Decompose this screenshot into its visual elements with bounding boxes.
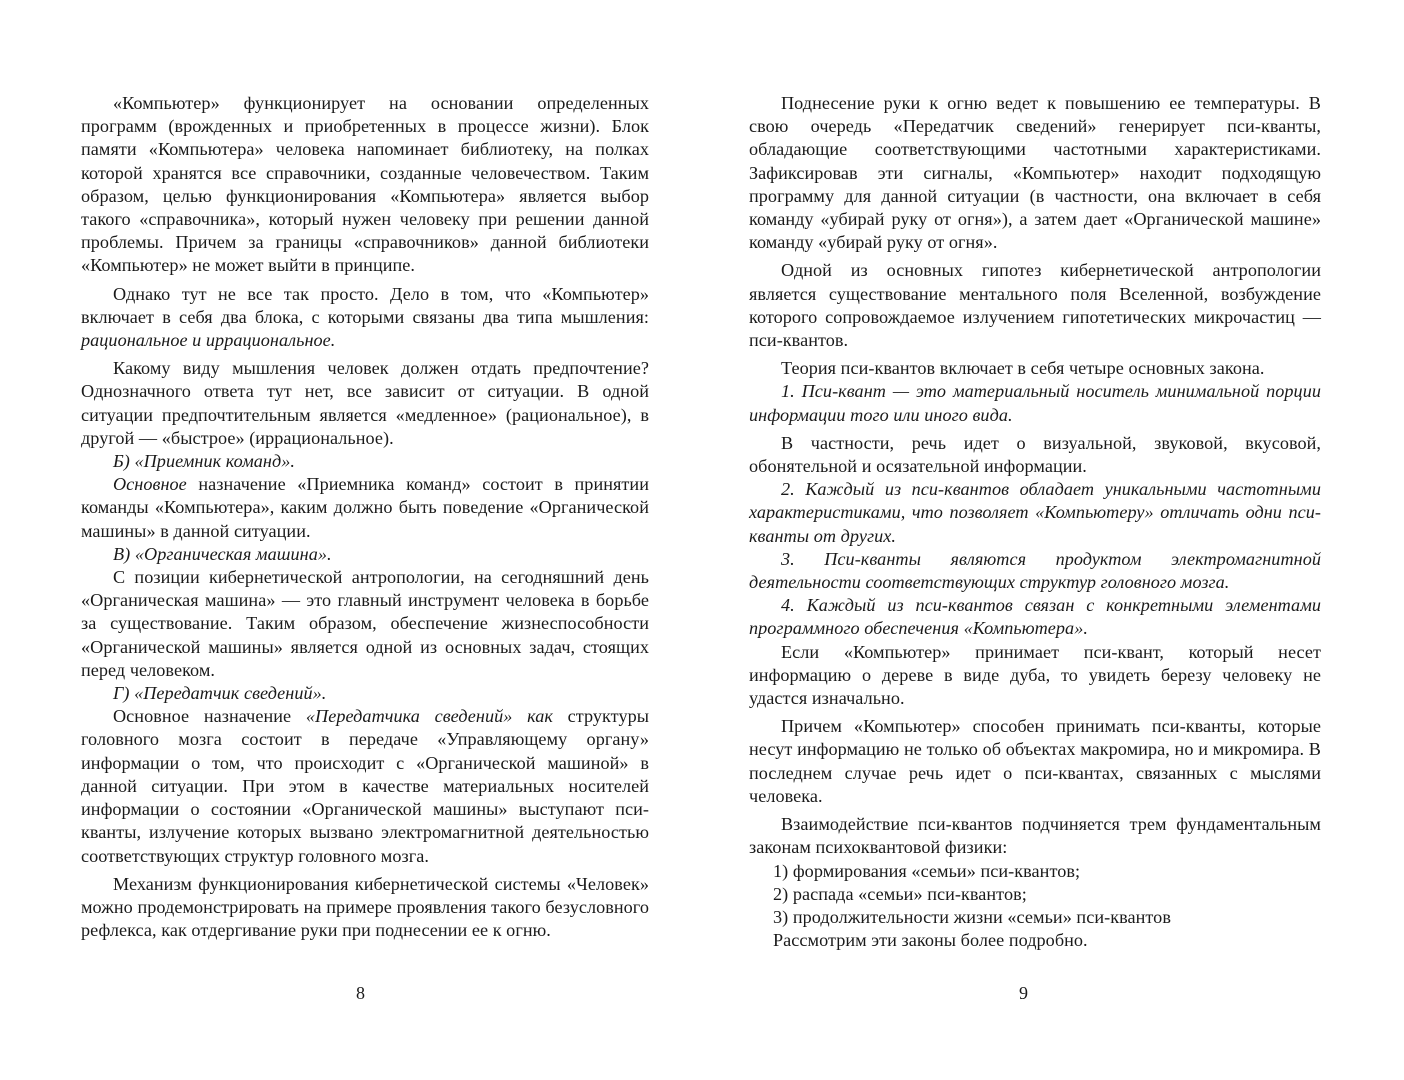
section-heading: В) «Органическая машина». xyxy=(113,543,332,564)
section-heading: Б) «Приемник команд». xyxy=(113,451,295,472)
page-number-left: 8 xyxy=(356,983,365,1003)
italic-text: рациональное и иррациональное. xyxy=(81,330,336,351)
law-item: 1. Пси-квант — это материальный носитель минимальной порции информации того или иного вида. xyxy=(749,381,1321,425)
paragraph: С позиции кибернетической антропологии, на сегодняшний день «Органическая машина» — это главный инструмент человека в борьбе за существование. Таким образом, обеспечение жизнеспособности «Органической машины» является одной из основных задач, стоящих перед человеком. xyxy=(81,567,649,680)
page-number-right: 9 xyxy=(1019,983,1028,1003)
list-item: Рассмотрим эти законы более подробно. xyxy=(773,930,1088,951)
paragraph xyxy=(81,705,649,867)
paragraph: Теория пси-квантов включает в себя четыре основных закона. xyxy=(781,358,1265,379)
law-item: 2. Каждый из пси-квантов обладает уникальными частотными характеристиками, что позволяет «Компьютеру» отличать одни пси-кванты от других. xyxy=(749,479,1321,546)
law-item: 4. Каждый из пси-квантов связан с конкретными элементами программного обеспечения «Компьютера». xyxy=(749,595,1321,639)
paragraph: «Компьютер» функционирует на основании определенных программ (врожденных и приобретенных в процессе жизни). Блок памяти «Компьютера» человека напоминает библиотеку, на полках которой хранятся все справочники, созданные человечеством. Таким образом, целью функционирования «Компьютера» является выбор такого «справочника», который нужен человеку при решении данной проблемы. Причем за границы «справочников» данной библиотеки «Компьютер» не может выйти в принципе. xyxy=(81,93,649,276)
italic-text: Основное xyxy=(113,474,187,495)
paragraph: В частности, речь идет о визуальной, звуковой, вкусовой, обонятельной и осязательной информации. xyxy=(749,432,1321,477)
paragraph-text: назначение «Приемника команд» состоит в принятии команды «Компьютера», каким должно быть поведение «Органической машины» в данной ситуации. xyxy=(81,474,649,541)
list-item: 2) распада «семьи» пси-квантов; xyxy=(773,883,1027,904)
left-page xyxy=(81,92,649,942)
paragraph: Какому виду мышления человек должен отдать предпочтение? Однозначного ответа тут нет, все зависит от ситуации. В одной ситуации предпочтительным является «медленное» (рациональное), в другой — «быстрое» (иррациональное). xyxy=(81,358,649,448)
law-item: 3. Пси-кванты являются продуктом электромагнитной деятельности соответствующих структур головного мозга. xyxy=(749,548,1321,593)
list-item: 1) формирования «семьи» пси-квантов; xyxy=(773,860,1081,881)
paragraph: Если «Компьютер» принимает пси-квант, который несет информацию о дереве в виде дуба, то увидеть березу человеку не удастся изначально. xyxy=(749,641,1321,709)
right-page xyxy=(749,92,1321,952)
paragraph-text: структуры головного мозга состоит в передаче «Управляющему органу» информации о том, что происходит с «Органической машиной» в данной ситуации. При этом в качестве материальных носителей информации о состоянии «Органической машины» выступают пси-кванты, излучение которых вызвано электромагнитной деятельностью соответствующих структур головного мозга. xyxy=(81,706,650,866)
paragraph: Причем «Компьютер» способен принимать пси-кванты, которые несут информацию не только об объектах макромира, но и микромира. В последнем случае речь идет о пси-квантах, связанных с мыслями человека. xyxy=(749,716,1321,806)
list-item: 3) продолжительности жизни «семьи» пси-квантов xyxy=(773,906,1171,927)
paragraph xyxy=(81,283,649,353)
paragraph xyxy=(81,473,649,543)
paragraph: Поднесение руки к огню ведет к повышению ее температуры. В свою очередь «Передатчик сведений» генерирует пси-кванты, обладающие соответствующими частотными характеристиками. Зафиксировав эти сигналы, «Компьютер» находит подходящую программу для данной ситуации (в частности, она включает в себя команду «убирай руку от огня»), а затем дает «Органической машине» команду «убирай руку от огня». xyxy=(749,93,1321,253)
paragraph: Взаимодействие пси-квантов подчиняется трем фундаментальным законам психоквантовой физики: xyxy=(749,814,1321,858)
paragraph-text: Однако тут не все так просто. Дело в том, что «Компьютер» включает в себя два блока, с которыми связаны два типа мышления: xyxy=(81,283,649,327)
paragraph-text: Основное назначение xyxy=(113,706,306,727)
italic-text: «Передатчика сведений» как xyxy=(305,706,553,727)
section-heading: Г) «Передатчик сведений». xyxy=(113,683,327,704)
paragraph: Одной из основных гипотез кибернетической антропологии является существование ментального поля Вселенной, возбуждение которого сопровождаемое излучением гипотетических микрочастиц — пси-квантов. xyxy=(749,260,1321,351)
paragraph: Механизм функционирования кибернетической системы «Человек» можно продемонстрировать на примере проявления такого безусловного рефлекса, как отдергивание руки при поднесении ее к огню. xyxy=(81,873,649,941)
